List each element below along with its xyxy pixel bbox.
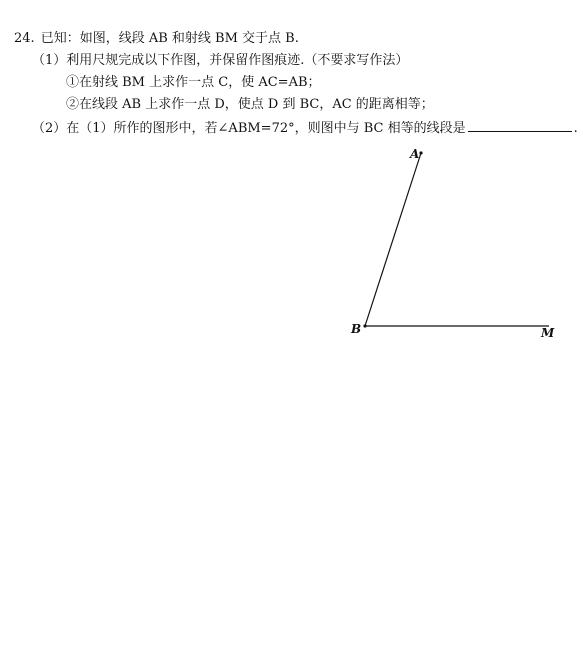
point-b-label: B: [351, 322, 362, 336]
point-b-dot: [363, 324, 366, 327]
point-a-label: A: [410, 147, 420, 161]
problem-number: 24.: [14, 31, 35, 46]
part2-text: （2）在（1）所作的图形中，若∠ABM=72°，则图中与 BC 相等的线段是: [32, 121, 466, 136]
part2-end: .: [573, 121, 578, 136]
part1-intro: （1）利用尺规完成以下作图，并保留作图痕迹.（不要求写作法）: [32, 53, 409, 68]
segment-ab: [365, 153, 421, 326]
point-a-dot: [419, 151, 422, 154]
point-m-label: M: [541, 326, 555, 340]
problem-stem: 已知：如图，线段 AB 和射线 BM 交于点 B.: [40, 31, 299, 46]
part1-item2: ②在线段 AB 上求作一点 D，使点 D 到 BC，AC 的距离相等；: [66, 97, 434, 112]
part1-item1: ①在射线 BM 上求作一点 C，使 AC=AB；: [66, 75, 321, 90]
